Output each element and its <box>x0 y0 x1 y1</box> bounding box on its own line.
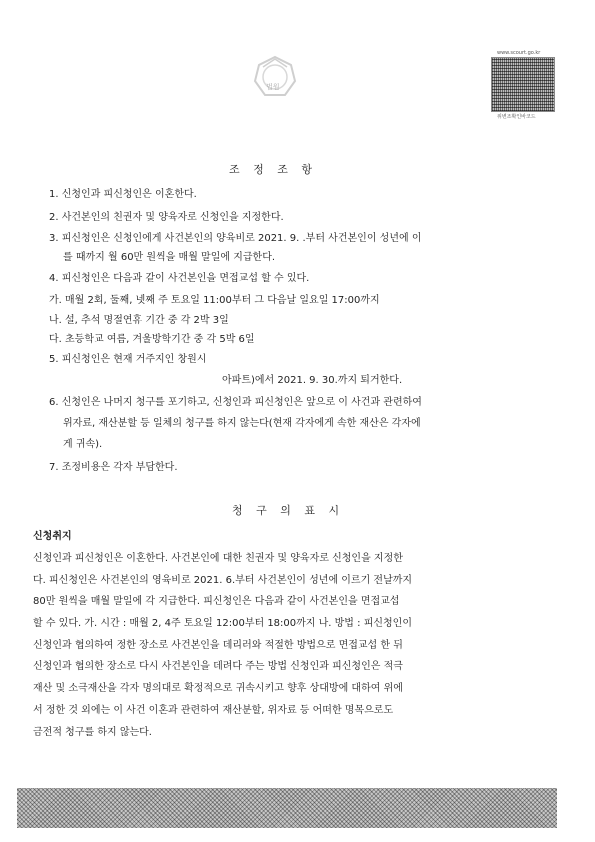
court-seal-icon <box>253 55 297 99</box>
term-line: 위자료, 재산분할 등 일체의 청구를 하지 않는다(현재 각자에게 속한 재산은 각자에 <box>63 418 421 429</box>
term-line: 나. 설, 추석 명절연휴 기간 중 각 2박 3일 <box>49 315 229 326</box>
term-line: 2. 사건본인의 친권자 및 양육자로 신청인을 지정한다. <box>49 212 284 223</box>
claim-line: 다. 피신청인은 사건본인의 영육비로 2021. 6.부터 사건본인이 성년에 이르기 전날까지 <box>33 575 413 586</box>
claim-line: 재산 및 소극재산을 각자 명의대로 확정적으로 귀속시키고 향후 상대방에 대하여 위에 <box>33 683 403 694</box>
term-line: 가. 매월 2회, 둘째, 넷째 주 토요일 11:00부터 그 다음날 일요일 17:00까지 <box>49 295 380 306</box>
term-line: 4. 피신청인은 다음과 같이 사건본인을 면접교섭 할 수 있다. <box>49 273 310 284</box>
court-site-url: www.scourt.go.kr <box>497 50 541 56</box>
claim-line: 서 정한 것 외에는 이 사건 이혼과 관련하여 재산분할, 위자료 등 어떠한 명목으로도 <box>33 705 394 716</box>
claim-line: 할 수 있다. 가. 시간 : 매월 2, 4주 토요일 12:00부터 18:00까지 나. 방법 : 피신청인이 <box>33 618 412 629</box>
term-line: 아파트)에서 2021. 9. 30.까지 퇴거한다. <box>222 375 403 386</box>
term-line: 3. 피신청인은 신청인에게 사건본인의 양육비로 2021. 9. .부터 사건본인이 성년에 이 <box>49 233 422 244</box>
claim-statement-heading: 청 구 의 표 시 <box>232 504 345 517</box>
footer-security-band <box>17 788 557 828</box>
claim-line: 신청인과 협의한 장소로 다시 사건본인을 데려다 주는 방법 신청인과 피신청인은 적극 <box>33 661 403 672</box>
term-line: 5. 피신청인은 현재 거주지인 창원시 <box>49 354 207 365</box>
court-seal-label: 법원 <box>266 83 280 91</box>
mediation-terms-heading: 조 정 조 항 <box>229 163 317 176</box>
term-line: 다. 초등학교 여름, 겨울방학기간 중 각 5박 6일 <box>49 334 255 345</box>
claim-purpose-subheading: 신청취지 <box>33 531 72 542</box>
claim-line: 신청인과 피신청인은 이혼한다. 사건본인에 대한 친권자 및 양육자로 신청인을 지정한 <box>33 553 403 564</box>
barcode-caption: 위변조확인바코드 <box>497 114 536 120</box>
term-line: 7. 조정비용은 각자 부담한다. <box>49 462 178 473</box>
verification-barcode <box>491 57 555 112</box>
claim-line: 금전적 청구를 하지 않는다. <box>33 727 152 738</box>
term-line: 6. 신청인은 나머지 청구를 포기하고, 신청인과 피신청인은 앞으로 이 사건과 관련하여 <box>49 397 422 408</box>
claim-line: 80만 원씩을 매월 말일에 각 지급한다. 피신청인은 다음과 같이 사건본인을 면접교섭 <box>33 596 400 607</box>
term-line: 게 귀속). <box>63 439 103 450</box>
term-line: 1. 신청인과 피신청인은 이혼한다. <box>49 189 197 200</box>
claim-line: 신청인과 협의하여 정한 장소로 사건본인을 데리러와 적절한 방법으로 면접교섭 한 뒤 <box>33 640 403 651</box>
term-line: 를 때까지 월 60만 원씩을 매월 말일에 지급한다. <box>63 252 276 263</box>
